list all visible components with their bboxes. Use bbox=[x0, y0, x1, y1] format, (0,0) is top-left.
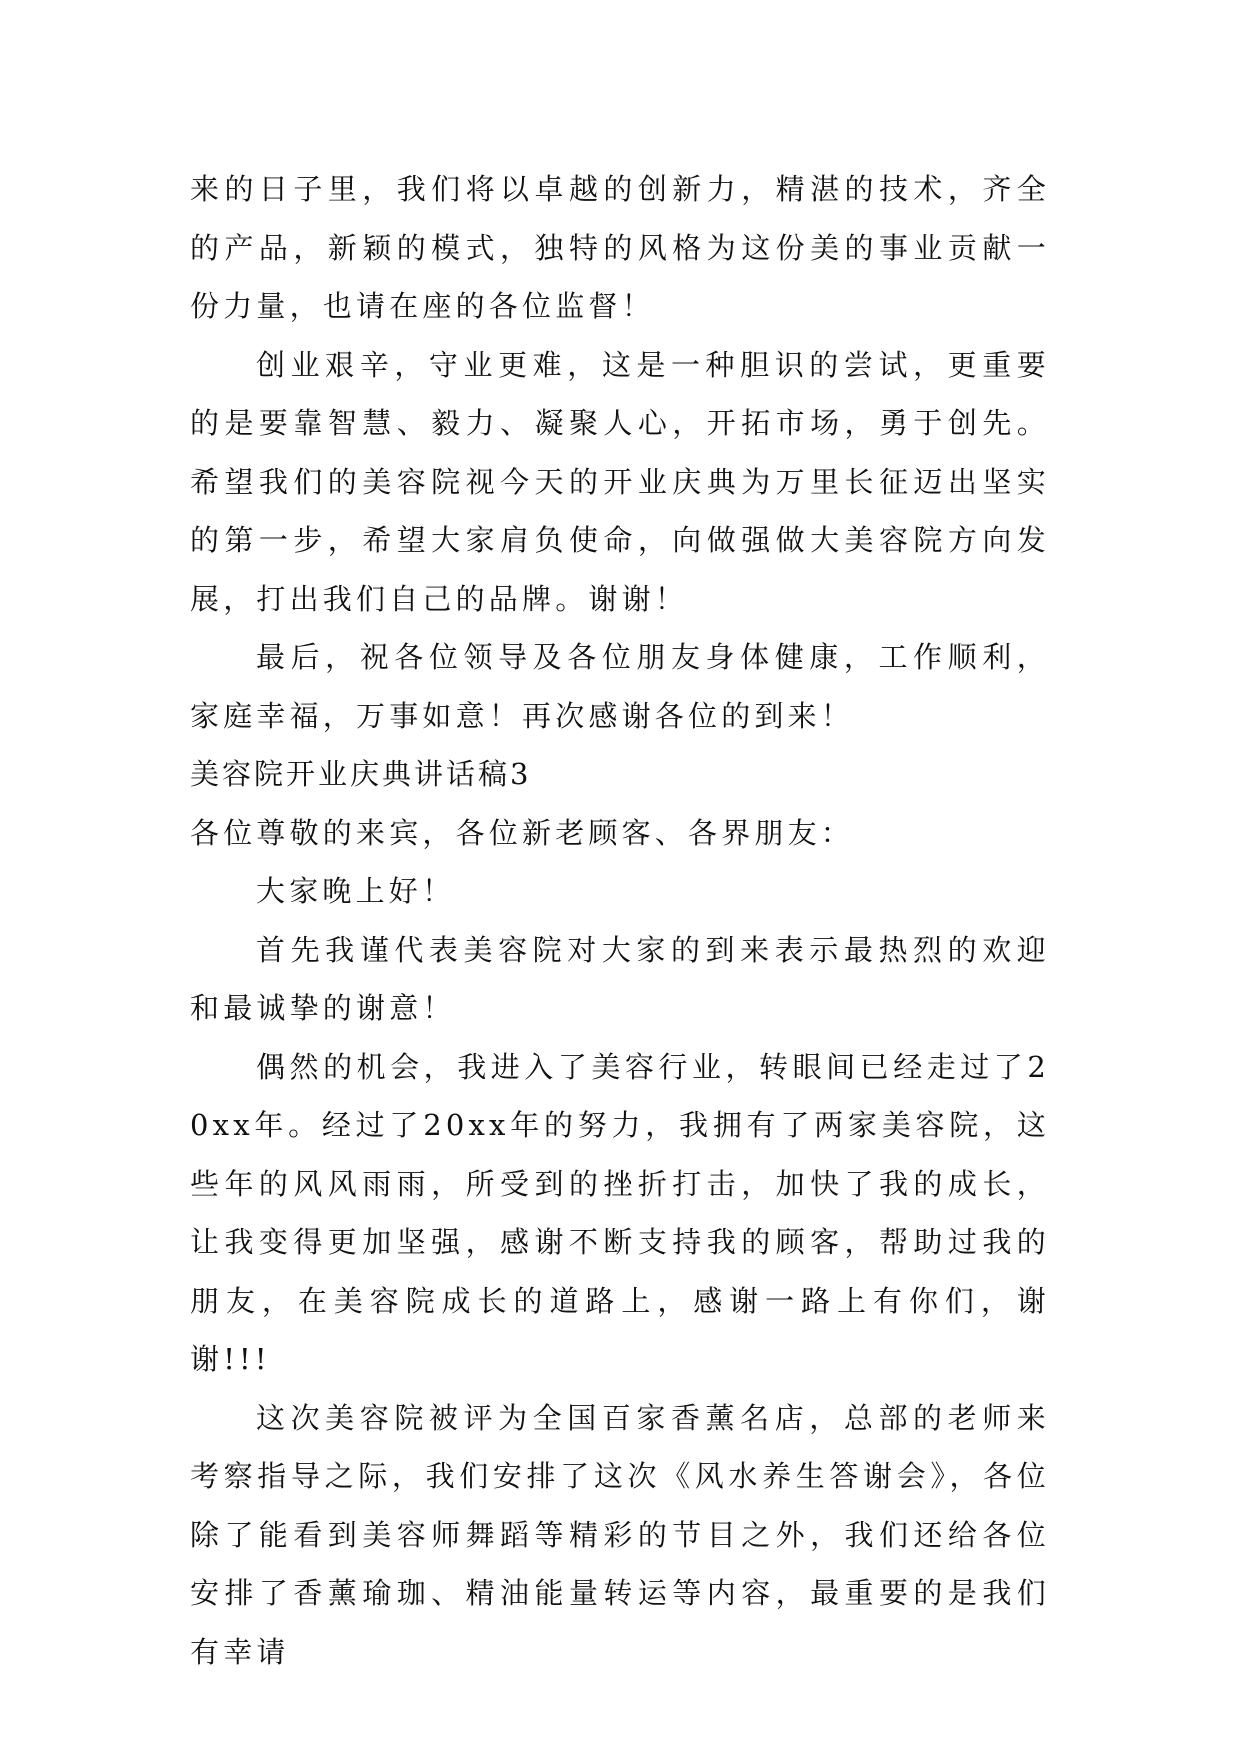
paragraph-final-wishes: 最后，祝各位领导及各位朋友身体健康，工作顺利，家庭幸福，万事如意！再次感谢各位的到来！ bbox=[190, 640, 1050, 733]
paragraph-greeting: 大家晚上好！ bbox=[256, 874, 456, 908]
section-title: 美容院开业庆典讲话稿3 bbox=[190, 757, 532, 791]
paragraph-entrepreneurship: 创业艰辛，守业更难，这是一种胆识的尝试，更重要的是要靠智慧、毅力、凝聚人心，开拓市场，勇于创先。希望我们的美容院视今天的开业庆典为万里长征迈出坚实的第一步，希望大家肩负使命，向做强做大美容院方向发展，打出我们自己的品牌。谢谢！ bbox=[190, 347, 1050, 616]
paragraph-welcome: 首先我谨代表美容院对大家的到来表示最热烈的欢迎和最诚挚的谢意！ bbox=[190, 932, 1050, 1025]
paragraph-event-intro: 这次美容院被评为全国百家香薰名店，总部的老师来考察指导之际，我们安排了这次《风水养生答谢会》，各位除了能看到美容师舞蹈等精彩的节目之外，我们还给各位安排了香薰瑜珈、精油能量转运等内容，最重要的是我们有幸请 bbox=[190, 1400, 1050, 1669]
document-body bbox=[190, 160, 1050, 1681]
salutation: 各位尊敬的来宾，各位新老顾客、各界朋友： bbox=[190, 815, 855, 850]
paragraph-closing-future: 来的日子里，我们将以卓越的创新力，精湛的技术，齐全的产品，新颖的模式，独特的风格为这份美的事业贡献一份力量，也请在座的各位监督！ bbox=[190, 172, 1050, 323]
paragraph-history: 偶然的机会，我进入了美容行业，转眼间已经走过了20xx年。经过了20xx年的努力，我拥有了两家美容院，这些年的风风雨雨，所受到的挫折打击，加快了我的成长，让我变得更加坚强，感谢不断支持我的顾客，帮助过我的朋友，在美容院成长的道路上，感谢一路上有你们，谢谢!!! bbox=[190, 1049, 1050, 1376]
